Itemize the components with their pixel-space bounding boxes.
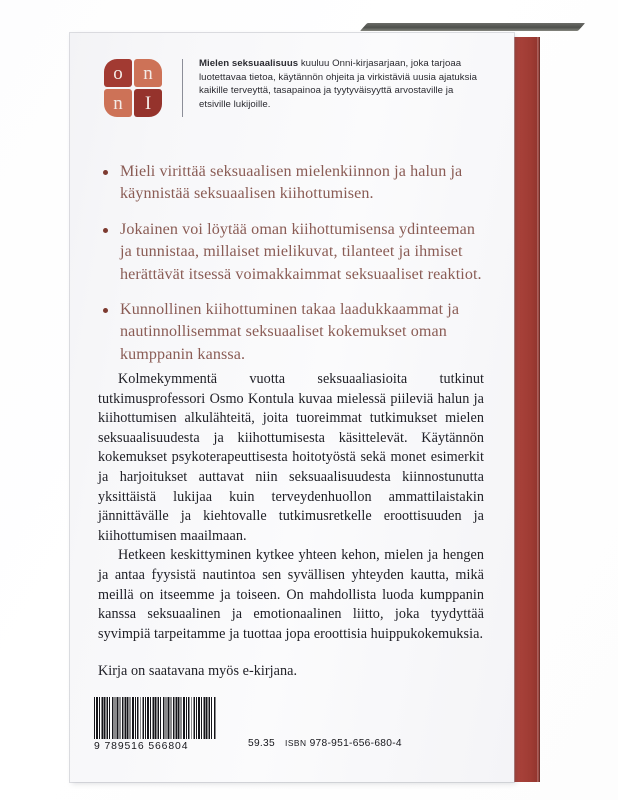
list-item: Kunnollinen kiihottuminen takaa laadukkaammat ja nautinnollisemmat seksuaaliset kokemukset oman kumppanin kanssa. (98, 299, 490, 366)
vertical-divider (182, 59, 183, 117)
book-page-block-edge (360, 23, 585, 31)
logo-tile-i: I (134, 89, 162, 117)
barcode-group (94, 697, 222, 752)
paragraph-2: Hetkeen keskittyminen kytkee yhteen kehon, mielen ja hengen ja antaa fyysistä nautintoa sen syvällisen yhteyden kautta, mikä meillä on itseemme ja toiseen. On mahdollista luoda kumppanin kanssa seksuaalinen ja emotionaalinen liitto, joka tyydyttää syvimpiä tarpeitamme ja tuottaa jopa eroottisia huippukokemuksia. (98, 547, 484, 642)
series-blurb (199, 57, 484, 111)
onni-logo (104, 59, 164, 117)
book-spine-highlight (537, 37, 540, 782)
book-spine (512, 37, 540, 782)
isbn-label: ISBN (285, 738, 307, 748)
header-block (104, 57, 484, 117)
list-item: Jokainen voi löytää oman kiihottumisensa ydinteeman ja tunnistaa, millaiset mielikuvat, tilanteet ja ihmiset herättävät itsessä voimakkaimmat seksuaaliset reaktiot. (98, 219, 490, 286)
price-value: 59.35 (248, 738, 275, 749)
logo-tile-n-bottom: n (104, 89, 132, 117)
paragraph-1: Kolmekymmentä vuotta seksuaaliasioita tutkinut tutkimusprofessori Osmo Kontula kuvaa mielessä piileviä halun ja kiihottumisen alkulähteitä, joita tuoreimmat tutkimukset mielen seksuaalisuudesta ja kiihottumisesta käsittelevät. Käytännön kokemukset psykoterapeuttisesta hoitotyöstä sekä monet esimerkit ja harjoitukset auttavat niin seksuaalisuudesta kiinnostunutta yksittäistä lukijaa kuin terveydenhuollon ammattilaistakin jännittävälle ja kiehtovalle tutkimusretkelle eroottisuuden ja kiihottumisen maailmaan. (98, 371, 484, 544)
barcode-image (94, 697, 216, 739)
logo-tile-o: o (104, 59, 132, 87)
isbn-value: 978-951-656-680-4 (309, 738, 402, 749)
barcode-digits: 9 789516 566804 (94, 741, 189, 752)
book-object (70, 33, 540, 782)
paragraph-3: Kirja on saatavana myös e-kirjana. (98, 663, 298, 680)
logo-tile-n-top: n (134, 59, 162, 87)
price-and-isbn (248, 738, 402, 749)
series-blurb-title: Mielen seksuaalisuus (199, 58, 299, 69)
back-cover-description (98, 370, 484, 682)
book-back-cover (70, 33, 514, 782)
highlight-bullet-list (98, 161, 490, 379)
series-blurb-body: kuuluu Onni-kirjasarjaan, joka tarjoaa luotettavaa tietoa, käytännön ohjeita ja virkistäviä uusia ajatuksia kaikille terveyttä, tasapainoa ja tyytyväisyyttä arvostaville ja etsiville lukijoille. (199, 58, 478, 110)
barcode-block (94, 697, 402, 752)
list-item: Mieli virittää seksuaalisen mielenkiinnon ja halun ja käynnistää seksuaalisen kiihottumisen. (98, 161, 490, 206)
